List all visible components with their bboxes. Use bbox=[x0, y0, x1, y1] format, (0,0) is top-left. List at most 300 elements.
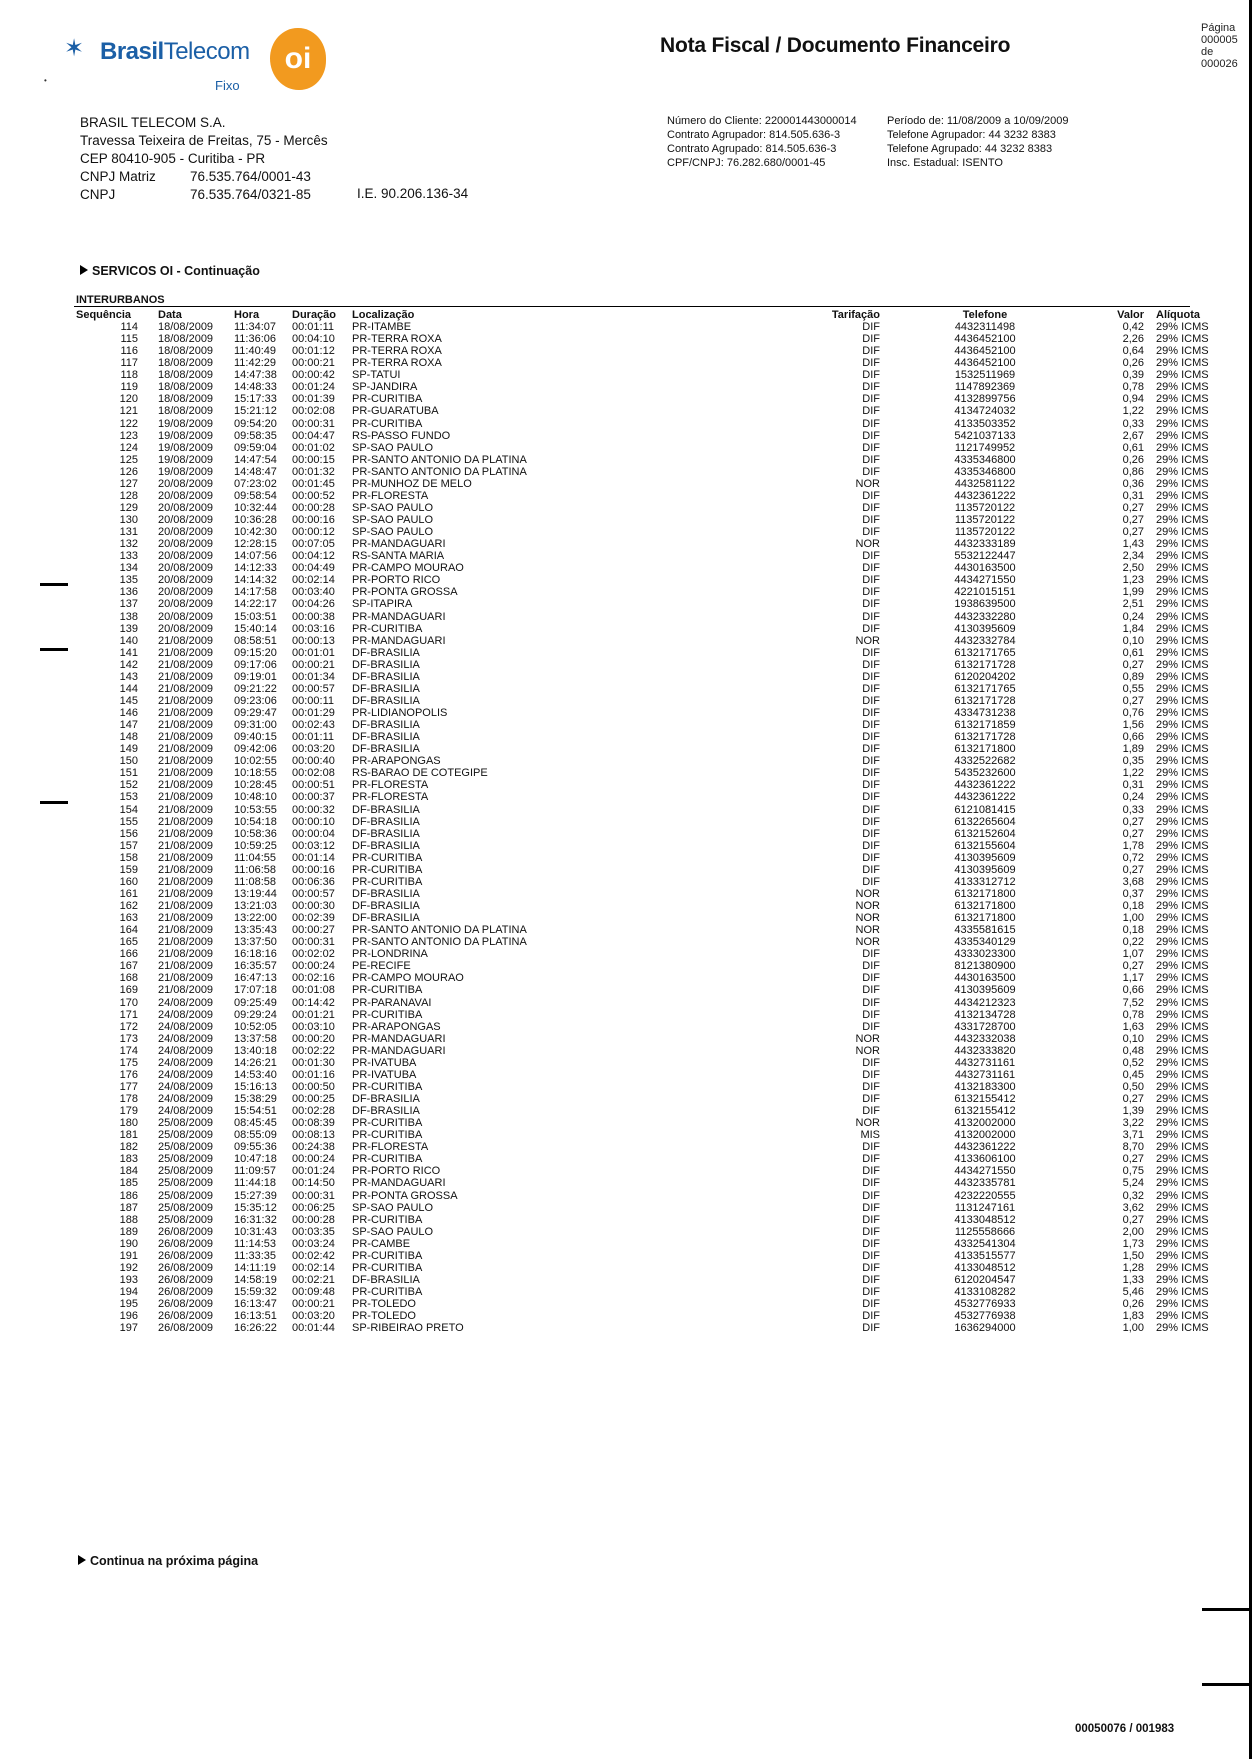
table-row bbox=[74, 670, 1209, 683]
table-row bbox=[74, 381, 1209, 394]
cell-data: 21/08/2009 bbox=[158, 755, 214, 768]
table-row bbox=[74, 1273, 1209, 1286]
cell-valor: 0,27 bbox=[1122, 960, 1144, 973]
cell-valor: 0,27 bbox=[1122, 1093, 1144, 1105]
cell-valor: 5,24 bbox=[1122, 1177, 1144, 1190]
cell-localizacao: PR-MANDAGUARI bbox=[352, 634, 446, 647]
cell-aliquota: 29% ICMS bbox=[1156, 441, 1209, 454]
cell-data: 21/08/2009 bbox=[158, 682, 214, 695]
contrato-agrupador: Contrato Agrupador: 814.505.636-3 bbox=[667, 129, 841, 141]
cell-localizacao: PR-TOLEDO bbox=[352, 1310, 416, 1323]
table-row bbox=[74, 1237, 1209, 1250]
cell-data: 20/08/2009 bbox=[158, 598, 214, 611]
cell-aliquota: 29% ICMS bbox=[1156, 887, 1209, 900]
cell-data: 25/08/2009 bbox=[158, 1177, 214, 1190]
cell-data: 21/08/2009 bbox=[158, 719, 214, 732]
cell-data: 20/08/2009 bbox=[158, 501, 214, 514]
cell-localizacao: PR-SANTO ANTONIO DA PLATINA bbox=[352, 924, 527, 937]
page-indicator bbox=[1201, 22, 1252, 70]
cell-localizacao: PR-CURITIBA bbox=[352, 1213, 423, 1226]
cell-sequencia: 140 bbox=[119, 634, 138, 647]
table-row bbox=[74, 1322, 1209, 1335]
cell-sequencia: 138 bbox=[119, 610, 138, 623]
cell-duracao: 00:00:57 bbox=[292, 887, 335, 900]
cell-localizacao: DF-BRASILIA bbox=[352, 900, 420, 912]
cell-hora: 15:38:29 bbox=[234, 1093, 277, 1105]
cell-aliquota: 29% ICMS bbox=[1156, 803, 1209, 816]
cell-sequencia: 197 bbox=[119, 1322, 138, 1335]
table-row bbox=[74, 514, 1209, 526]
cell-hora: 14:48:33 bbox=[234, 381, 277, 394]
cell-duracao: 00:01:29 bbox=[292, 707, 335, 719]
table-row bbox=[74, 815, 1209, 828]
cell-localizacao: PR-MANDAGUARI bbox=[352, 1032, 446, 1045]
cell-tarifacao: DIF bbox=[862, 1213, 880, 1226]
cell-valor: 2,51 bbox=[1122, 598, 1144, 611]
cell-data: 21/08/2009 bbox=[158, 839, 214, 852]
cell-data: 24/08/2009 bbox=[158, 1056, 214, 1069]
cell-data: 21/08/2009 bbox=[158, 791, 214, 804]
cell-tarifacao: DIF bbox=[862, 960, 880, 973]
registration-mark bbox=[40, 801, 68, 804]
oi-logo: oi bbox=[270, 28, 326, 90]
cell-data: 25/08/2009 bbox=[158, 1117, 214, 1130]
cell-data: 21/08/2009 bbox=[158, 984, 214, 997]
cell-data: 20/08/2009 bbox=[158, 586, 214, 599]
company-cep: CEP 80410-905 - Curitiba - PR bbox=[80, 151, 266, 166]
cell-localizacao: PR-GUARATUBA bbox=[352, 405, 439, 418]
cell-aliquota: 29% ICMS bbox=[1156, 1153, 1209, 1166]
customer-number: Número do Cliente: 220001443000014 bbox=[667, 115, 857, 127]
cell-data: 21/08/2009 bbox=[158, 936, 214, 949]
cell-hora: 09:54:20 bbox=[234, 417, 277, 430]
cell-sequencia: 177 bbox=[119, 1080, 138, 1093]
document-title: Nota Fiscal / Documento Financeiro bbox=[660, 34, 1011, 57]
cell-localizacao: PR-TERRA ROXA bbox=[352, 357, 442, 370]
cell-tarifacao: DIF bbox=[862, 441, 880, 454]
table-row bbox=[74, 441, 1209, 454]
cell-tarifacao: DIF bbox=[862, 1237, 880, 1250]
cell-tarifacao: DIF bbox=[862, 646, 880, 659]
cell-sequencia: 169 bbox=[119, 984, 138, 997]
cell-data: 26/08/2009 bbox=[158, 1286, 214, 1298]
cell-tarifacao: NOR bbox=[855, 912, 880, 925]
cell-duracao: 00:00:31 bbox=[292, 417, 335, 430]
cell-aliquota: 29% ICMS bbox=[1156, 948, 1209, 961]
cnpj-matriz-label: CNPJ Matriz bbox=[80, 169, 156, 184]
cell-valor: 3,68 bbox=[1122, 875, 1144, 888]
cell-duracao: 00:04:26 bbox=[292, 598, 335, 611]
cell-hora: 16:35:57 bbox=[234, 960, 277, 973]
cell-valor: 0,89 bbox=[1122, 670, 1144, 683]
table-row bbox=[74, 912, 1209, 925]
cell-data: 20/08/2009 bbox=[158, 550, 214, 563]
cell-valor: 0,61 bbox=[1122, 441, 1144, 454]
cell-duracao: 00:01:02 bbox=[292, 441, 335, 454]
cell-sequencia: 146 bbox=[119, 707, 138, 719]
cell-hora: 14:12:33 bbox=[234, 562, 277, 575]
cell-hora: 15:03:51 bbox=[234, 610, 277, 623]
cell-data: 20/08/2009 bbox=[158, 562, 214, 575]
cell-data: 18/08/2009 bbox=[158, 357, 214, 370]
cell-valor: 0,27 bbox=[1122, 1213, 1144, 1226]
cell-valor: 0,35 bbox=[1122, 755, 1144, 768]
cell-valor: 0,27 bbox=[1122, 827, 1144, 840]
cell-hora: 11:40:49 bbox=[234, 345, 277, 358]
table-row bbox=[74, 743, 1209, 756]
cell-aliquota: 29% ICMS bbox=[1156, 646, 1209, 659]
cell-hora: 07:23:02 bbox=[234, 477, 277, 490]
cell-hora: 14:22:17 bbox=[234, 598, 277, 611]
cell-telefone: 6121081415 bbox=[954, 803, 1016, 816]
table-row bbox=[74, 1286, 1209, 1298]
cell-duracao: 00:02:14 bbox=[292, 574, 335, 587]
table-row bbox=[74, 634, 1209, 647]
table-header bbox=[74, 309, 1200, 321]
cell-data: 21/08/2009 bbox=[158, 972, 214, 985]
cell-telefone: 8121380900 bbox=[954, 960, 1016, 973]
cell-hora: 11:14:53 bbox=[234, 1237, 277, 1250]
cell-telefone: 1636294000 bbox=[954, 1322, 1016, 1335]
cell-duracao: 00:08:39 bbox=[292, 1117, 335, 1130]
cell-localizacao: PR-MANDAGUARI bbox=[352, 1044, 446, 1057]
table-row bbox=[74, 707, 1209, 719]
table-row bbox=[74, 1068, 1209, 1081]
cell-hora: 11:34:07 bbox=[234, 321, 277, 333]
cell-tarifacao: DIF bbox=[862, 1165, 880, 1178]
cell-telefone: 4221015151 bbox=[954, 586, 1016, 599]
cell-aliquota: 29% ICMS bbox=[1156, 1008, 1209, 1021]
billing-period: Período de: 11/08/2009 a 10/09/2009 bbox=[887, 115, 1069, 127]
cell-valor: 1,56 bbox=[1122, 719, 1144, 732]
cell-tarifacao: DIF bbox=[862, 526, 880, 539]
cell-valor: 0,18 bbox=[1122, 924, 1144, 937]
cell-tarifacao: DIF bbox=[862, 803, 880, 816]
cell-localizacao: PR-CAMPO MOURAO bbox=[352, 972, 464, 985]
cell-hora: 14:47:38 bbox=[234, 369, 277, 382]
cell-aliquota: 29% ICMS bbox=[1156, 477, 1209, 490]
cell-sequencia: 193 bbox=[119, 1273, 138, 1286]
cell-tarifacao: NOR bbox=[855, 936, 880, 949]
table-row bbox=[74, 453, 1209, 466]
cell-valor: 1,28 bbox=[1122, 1261, 1144, 1274]
cell-localizacao: PR-CURITIBA bbox=[352, 1008, 423, 1021]
cell-telefone: 4432335781 bbox=[954, 1177, 1016, 1190]
cell-tarifacao: DIF bbox=[862, 501, 880, 514]
table-row bbox=[74, 984, 1209, 997]
cell-aliquota: 29% ICMS bbox=[1156, 333, 1209, 346]
cell-aliquota: 29% ICMS bbox=[1156, 622, 1209, 635]
table-row bbox=[74, 586, 1209, 599]
cell-localizacao: SP-RIBEIRAO PRETO bbox=[352, 1322, 464, 1335]
table-row bbox=[74, 526, 1209, 539]
cell-valor: 0,27 bbox=[1122, 863, 1144, 876]
cell-aliquota: 29% ICMS bbox=[1156, 936, 1209, 949]
cell-sequencia: 185 bbox=[119, 1177, 138, 1190]
cell-valor: 0,52 bbox=[1122, 1056, 1144, 1069]
cell-tarifacao: NOR bbox=[855, 1044, 880, 1057]
cell-hora: 10:59:25 bbox=[234, 839, 277, 852]
cell-localizacao: SP-SAO PAULO bbox=[352, 441, 434, 454]
cell-sequencia: 158 bbox=[119, 851, 138, 864]
customer-info-right bbox=[887, 114, 1068, 170]
cell-data: 21/08/2009 bbox=[158, 779, 214, 792]
cell-data: 18/08/2009 bbox=[158, 333, 214, 346]
cell-hora: 14:53:40 bbox=[234, 1068, 277, 1081]
cell-data: 26/08/2009 bbox=[158, 1310, 214, 1323]
cell-hora: 13:22:00 bbox=[234, 912, 277, 925]
cell-aliquota: 29% ICMS bbox=[1156, 694, 1209, 707]
cell-sequencia: 154 bbox=[119, 803, 138, 816]
cell-data: 25/08/2009 bbox=[158, 1201, 214, 1214]
cell-localizacao: PR-ARAPONGAS bbox=[352, 755, 441, 768]
page-total: 000026 bbox=[1201, 58, 1238, 70]
table-row bbox=[74, 562, 1209, 575]
cell-sequencia: 170 bbox=[119, 996, 138, 1009]
cell-hora: 14:26:21 bbox=[234, 1056, 277, 1069]
cell-hora: 10:28:45 bbox=[234, 779, 277, 792]
cell-duracao: 00:02:02 bbox=[292, 948, 335, 961]
cell-data: 24/08/2009 bbox=[158, 1020, 214, 1033]
cell-hora: 13:37:58 bbox=[234, 1032, 277, 1045]
cell-data: 21/08/2009 bbox=[158, 743, 214, 756]
header-sequencia: Sequência bbox=[76, 309, 132, 321]
cell-sequencia: 123 bbox=[119, 429, 138, 442]
cell-hora: 15:21:12 bbox=[234, 405, 277, 418]
header-telefone: Telefone bbox=[962, 309, 1008, 321]
cell-sequencia: 162 bbox=[119, 900, 138, 912]
header-hora: Hora bbox=[234, 309, 260, 321]
customer-cpf: CPF/CNPJ: 76.282.680/0001-45 bbox=[667, 157, 826, 169]
cell-tarifacao: NOR bbox=[855, 924, 880, 937]
cell-duracao: 00:00:27 bbox=[292, 924, 335, 937]
cell-duracao: 00:02:39 bbox=[292, 912, 335, 925]
cell-telefone: 1147892369 bbox=[954, 381, 1016, 394]
cell-aliquota: 29% ICMS bbox=[1156, 912, 1209, 925]
table-row bbox=[74, 550, 1209, 563]
cell-aliquota: 29% ICMS bbox=[1156, 1105, 1209, 1118]
cell-localizacao: SP-SAO PAULO bbox=[352, 1201, 434, 1214]
cell-tarifacao: DIF bbox=[862, 1153, 880, 1166]
table-row bbox=[74, 1189, 1209, 1202]
table-row bbox=[74, 1008, 1209, 1021]
cell-tarifacao: DIF bbox=[862, 610, 880, 623]
cell-data: 24/08/2009 bbox=[158, 1080, 214, 1093]
table-row bbox=[74, 1310, 1209, 1323]
cell-hora: 09:55:36 bbox=[234, 1141, 277, 1154]
brand-bird-icon: ✶ bbox=[64, 34, 85, 62]
table-row bbox=[74, 1141, 1209, 1154]
cell-data: 26/08/2009 bbox=[158, 1225, 214, 1238]
cell-valor: 7,52 bbox=[1122, 996, 1144, 1009]
cell-telefone: 4434271550 bbox=[954, 1165, 1016, 1178]
cell-telefone: 5421037133 bbox=[954, 429, 1016, 442]
cell-telefone: 1135720122 bbox=[954, 501, 1016, 514]
cell-data: 19/08/2009 bbox=[158, 441, 214, 454]
cell-valor: 0,27 bbox=[1122, 815, 1144, 828]
table-row bbox=[74, 731, 1209, 744]
cell-aliquota: 29% ICMS bbox=[1156, 598, 1209, 611]
table-row bbox=[74, 1093, 1209, 1105]
cell-sequencia: 167 bbox=[119, 960, 138, 973]
cell-valor: 3,71 bbox=[1122, 1129, 1144, 1142]
cell-sequencia: 174 bbox=[119, 1044, 138, 1057]
cell-hora: 09:29:24 bbox=[234, 1008, 277, 1021]
cell-hora: 09:59:04 bbox=[234, 441, 277, 454]
cell-sequencia: 142 bbox=[119, 658, 138, 671]
cell-telefone: 5435232600 bbox=[954, 767, 1016, 780]
cell-hora: 10:58:36 bbox=[234, 827, 277, 840]
cell-aliquota: 29% ICMS bbox=[1156, 586, 1209, 599]
cell-sequencia: 136 bbox=[119, 586, 138, 599]
cell-duracao: 00:06:25 bbox=[292, 1201, 335, 1214]
table-row bbox=[74, 1225, 1209, 1238]
table-row bbox=[74, 1201, 1209, 1214]
cell-telefone: 4133048512 bbox=[954, 1213, 1016, 1226]
cell-tarifacao: DIF bbox=[862, 1080, 880, 1093]
table-row bbox=[74, 1020, 1209, 1033]
cell-localizacao: PR-LIDIANOPOLIS bbox=[352, 707, 448, 719]
cell-aliquota: 29% ICMS bbox=[1156, 1286, 1209, 1298]
cell-localizacao: PR-CURITIBA bbox=[352, 1153, 423, 1166]
cell-localizacao: SP-TATUI bbox=[352, 369, 401, 382]
cell-tarifacao: DIF bbox=[862, 851, 880, 864]
cell-valor: 0,66 bbox=[1122, 731, 1144, 744]
cell-telefone: 6132171765 bbox=[954, 646, 1016, 659]
cell-data: 21/08/2009 bbox=[158, 634, 214, 647]
registration-mark bbox=[1202, 1608, 1252, 1611]
cell-valor: 0,27 bbox=[1122, 1153, 1144, 1166]
cell-tarifacao: DIF bbox=[862, 405, 880, 418]
cell-aliquota: 29% ICMS bbox=[1156, 514, 1209, 526]
cell-hora: 10:54:18 bbox=[234, 815, 277, 828]
cell-aliquota: 29% ICMS bbox=[1156, 1249, 1209, 1262]
cell-localizacao: PR-PONTA GROSSA bbox=[352, 586, 458, 599]
cell-aliquota: 29% ICMS bbox=[1156, 1322, 1209, 1335]
cell-aliquota: 29% ICMS bbox=[1156, 658, 1209, 671]
cell-aliquota: 29% ICMS bbox=[1156, 984, 1209, 997]
cell-sequencia: 191 bbox=[119, 1249, 138, 1262]
cell-telefone: 4432311498 bbox=[954, 321, 1016, 333]
cell-localizacao: PR-TOLEDO bbox=[352, 1298, 416, 1311]
cell-hora: 17:07:18 bbox=[234, 984, 277, 997]
cell-aliquota: 29% ICMS bbox=[1156, 357, 1209, 370]
cell-localizacao: PR-IVATUBA bbox=[352, 1068, 417, 1081]
table-row bbox=[74, 501, 1209, 514]
cell-valor: 0,31 bbox=[1122, 489, 1144, 502]
cell-localizacao: PR-CURITIBA bbox=[352, 1261, 423, 1274]
cell-aliquota: 29% ICMS bbox=[1156, 465, 1209, 478]
cell-sequencia: 155 bbox=[119, 815, 138, 828]
cell-hora: 15:27:39 bbox=[234, 1189, 277, 1202]
cell-telefone: 4132183300 bbox=[954, 1080, 1016, 1093]
cell-tarifacao: DIF bbox=[862, 755, 880, 768]
cell-valor: 0,42 bbox=[1122, 321, 1144, 333]
cell-aliquota: 29% ICMS bbox=[1156, 501, 1209, 514]
cell-telefone: 6132171728 bbox=[954, 658, 1016, 671]
cell-localizacao: PR-PORTO RICO bbox=[352, 1165, 441, 1178]
table-row bbox=[74, 948, 1209, 961]
cell-data: 20/08/2009 bbox=[158, 538, 214, 551]
cell-sequencia: 119 bbox=[120, 381, 138, 394]
cell-valor: 0,37 bbox=[1122, 887, 1144, 900]
cell-valor: 0,94 bbox=[1122, 393, 1144, 406]
cell-duracao: 00:02:08 bbox=[292, 405, 335, 418]
cell-tarifacao: DIF bbox=[862, 863, 880, 876]
cell-data: 24/08/2009 bbox=[158, 1032, 214, 1045]
cell-hora: 14:47:54 bbox=[234, 453, 277, 466]
cell-localizacao: PR-CURITIBA bbox=[352, 417, 423, 430]
cell-sequencia: 196 bbox=[119, 1310, 138, 1323]
cell-aliquota: 29% ICMS bbox=[1156, 321, 1209, 333]
cell-data: 21/08/2009 bbox=[158, 948, 214, 961]
cell-valor: 1,89 bbox=[1122, 743, 1144, 756]
cell-duracao: 00:01:01 bbox=[292, 646, 335, 659]
cell-localizacao: PR-CAMPO MOURAO bbox=[352, 562, 464, 575]
cell-aliquota: 29% ICMS bbox=[1156, 1298, 1209, 1311]
cell-data: 24/08/2009 bbox=[158, 1044, 214, 1057]
cell-data: 18/08/2009 bbox=[158, 345, 214, 358]
cell-tarifacao: DIF bbox=[862, 1261, 880, 1274]
cell-data: 21/08/2009 bbox=[158, 875, 214, 888]
cell-tarifacao: DIF bbox=[862, 1189, 880, 1202]
cell-tarifacao: DIF bbox=[862, 779, 880, 792]
cell-localizacao: PR-FLORESTA bbox=[352, 779, 429, 792]
cell-sequencia: 171 bbox=[119, 1008, 138, 1021]
cell-tarifacao: DIF bbox=[862, 381, 880, 394]
cell-telefone: 4436452100 bbox=[954, 357, 1016, 370]
triangle-bullet-icon bbox=[80, 265, 88, 275]
cell-hora: 16:47:13 bbox=[234, 972, 277, 985]
cell-sequencia: 150 bbox=[119, 755, 138, 768]
cell-hora: 09:23:06 bbox=[234, 694, 277, 707]
cell-telefone: 6132171800 bbox=[954, 743, 1016, 756]
cell-valor: 2,26 bbox=[1122, 333, 1144, 346]
cell-duracao: 00:01:21 bbox=[292, 1008, 335, 1021]
cell-tarifacao: DIF bbox=[862, 791, 880, 804]
cell-valor: 1,23 bbox=[1122, 574, 1144, 587]
cell-valor: 1,78 bbox=[1122, 839, 1144, 852]
cell-sequencia: 163 bbox=[119, 912, 138, 925]
cell-telefone: 1135720122 bbox=[954, 514, 1016, 526]
table-row bbox=[74, 405, 1209, 418]
cell-hora: 11:33:35 bbox=[234, 1249, 277, 1262]
registration-mark bbox=[40, 648, 68, 651]
cell-telefone: 6132171800 bbox=[954, 912, 1016, 925]
cell-aliquota: 29% ICMS bbox=[1156, 574, 1209, 587]
cell-aliquota: 29% ICMS bbox=[1156, 526, 1209, 539]
cell-telefone: 4133048512 bbox=[954, 1261, 1016, 1274]
company-name: BRASIL TELECOM S.A. bbox=[80, 115, 226, 130]
registration-mark bbox=[1202, 1683, 1252, 1686]
cell-localizacao: DF-BRASILIA bbox=[352, 1273, 420, 1286]
cell-aliquota: 29% ICMS bbox=[1156, 1044, 1209, 1057]
cell-tarifacao: DIF bbox=[862, 345, 880, 358]
cell-sequencia: 125 bbox=[119, 453, 138, 466]
cell-data: 20/08/2009 bbox=[158, 489, 214, 502]
cell-sequencia: 114 bbox=[120, 321, 138, 333]
cell-valor: 0,26 bbox=[1122, 357, 1144, 370]
header-aliquota: Alíquota bbox=[1156, 309, 1200, 321]
cell-duracao: 00:00:51 bbox=[292, 779, 335, 792]
cell-data: 20/08/2009 bbox=[158, 622, 214, 635]
cell-tarifacao: DIF bbox=[862, 1056, 880, 1069]
table-row bbox=[74, 393, 1209, 406]
cell-aliquota: 29% ICMS bbox=[1156, 1310, 1209, 1323]
cell-tarifacao: DIF bbox=[862, 1008, 880, 1021]
cell-data: 20/08/2009 bbox=[158, 526, 214, 539]
customer-info-left bbox=[667, 114, 857, 170]
